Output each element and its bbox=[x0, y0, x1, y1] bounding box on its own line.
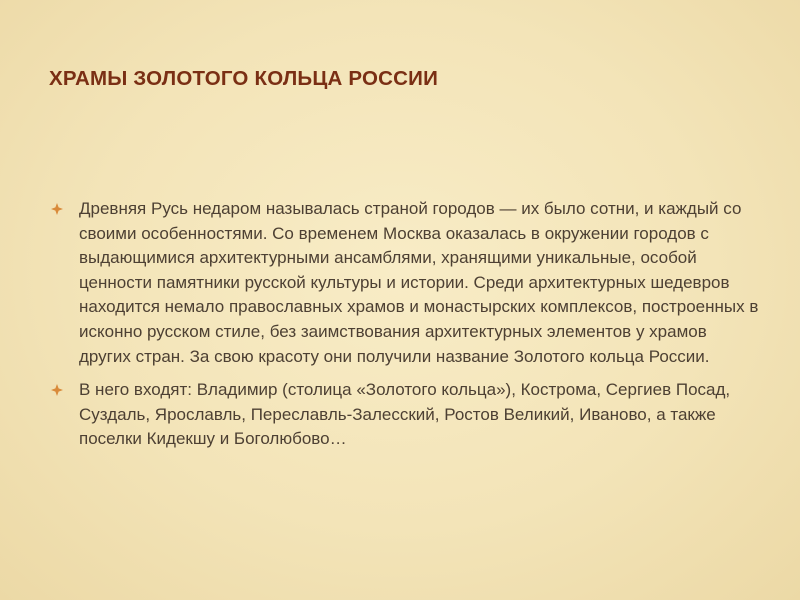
bullet-item bbox=[49, 197, 759, 369]
bullet-text: Древняя Русь недаром называлась страной городов — их было сотни, и каждый со своими особенностями. Со временем Москва оказалась в окружении городов с выдающимися архитектурными ансамблями, хранящими уникальные, особой ценности памятники русской культуры и истории. Среди архитектурных шедевров находится немало православных храмов и монастырских комплексов, построенных в исконно русском стиле, без заимствования архитектурных элементов у храмов других стран. За свою красоту они получили название Золотого кольца России. bbox=[79, 199, 759, 366]
bullet-text: В него входят: Владимир (столица «Золотого кольца»), Кострома, Сергиев Посад, Суздаль, Ярославль, Переславль-Залесский, Ростов Великий, Иваново, а также поселки Кидекшу и Боголюбово… bbox=[79, 380, 731, 449]
bullet-list bbox=[49, 197, 759, 461]
diamond-bullet-icon bbox=[51, 384, 63, 396]
diamond-bullet-icon bbox=[51, 203, 63, 215]
slide-title: ХРАМЫ ЗОЛОТОГО КОЛЬЦА РОССИИ bbox=[49, 67, 439, 90]
bullet-item bbox=[49, 378, 759, 452]
